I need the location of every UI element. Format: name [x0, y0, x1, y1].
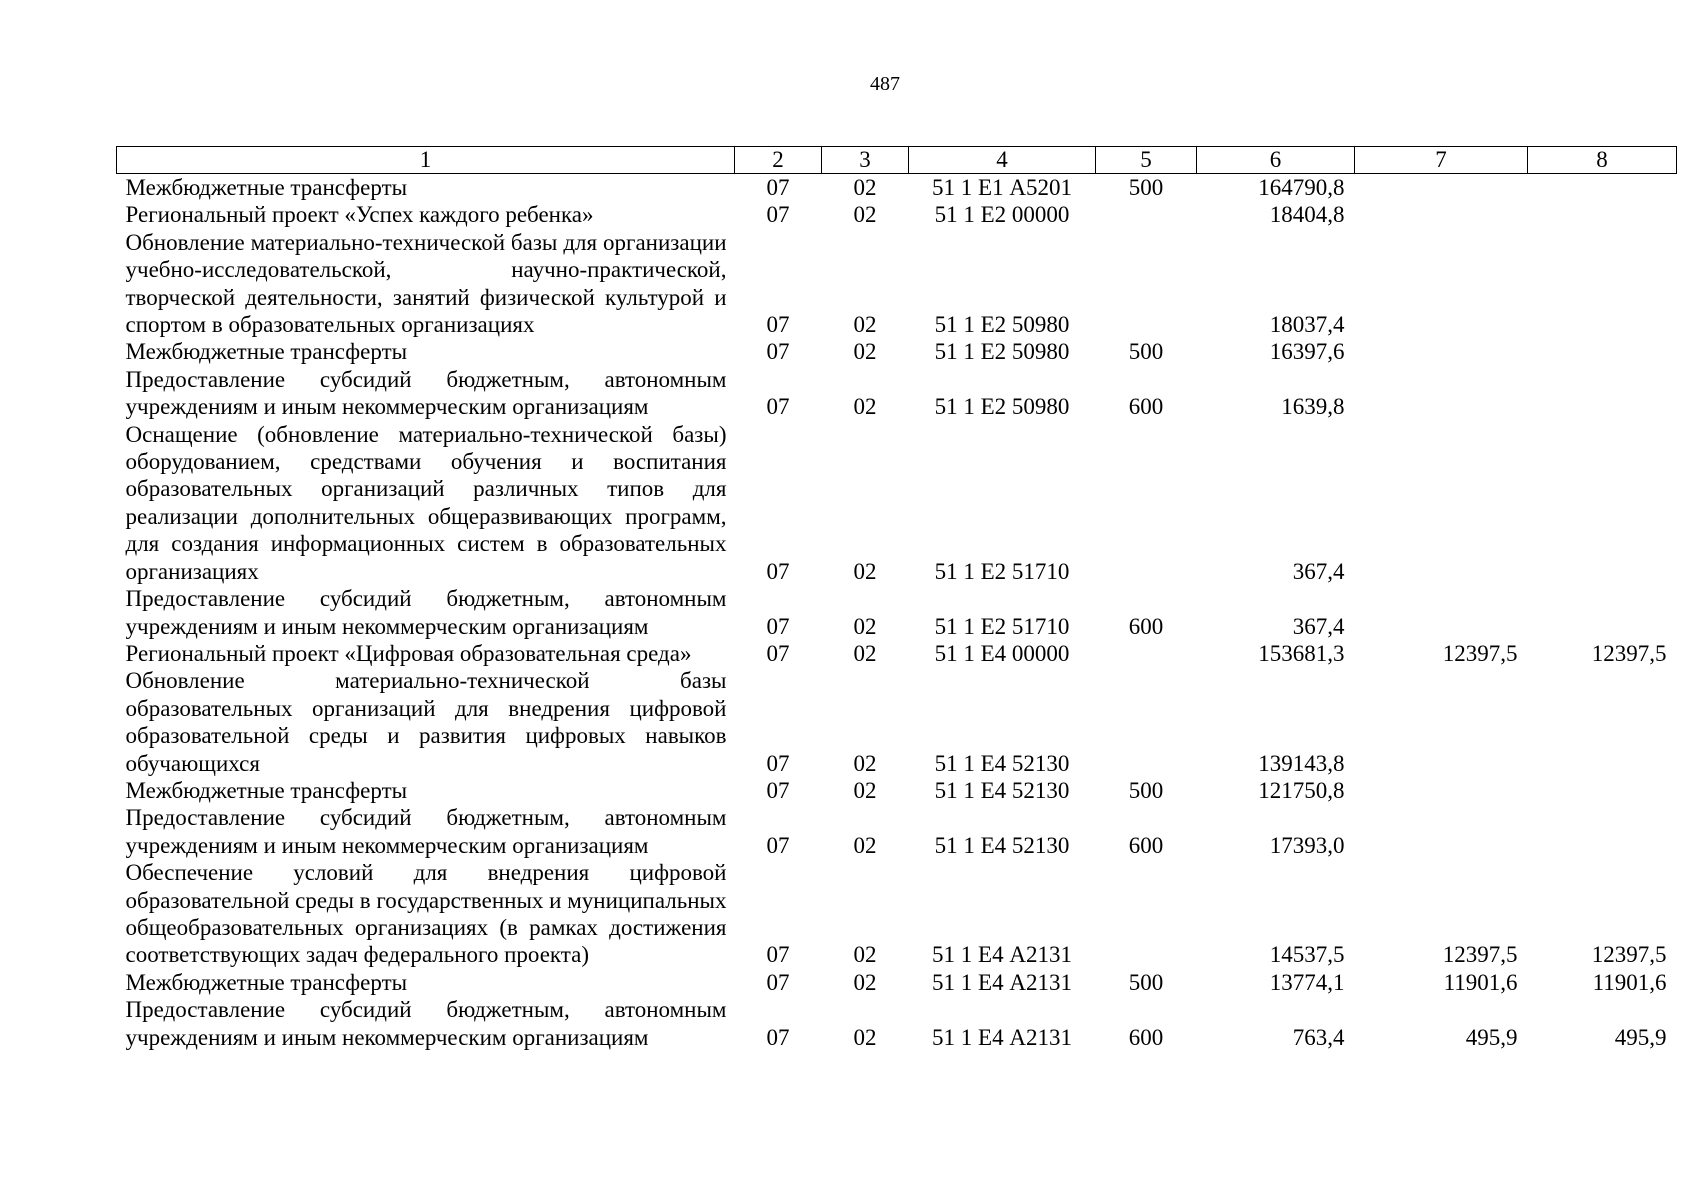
subsection-code: 02 [853, 942, 877, 968]
expense-type [1096, 667, 1197, 777]
header-col-1: 1 [117, 147, 735, 174]
table-row [117, 585, 1677, 640]
target-article: 51 1 Е2 51710 [934, 613, 1070, 639]
amount-col-6: 121750,8 [1258, 777, 1345, 803]
amount-col-8: 11901,6 [1592, 969, 1667, 995]
item-name: Межбюджетные трансферты [125, 969, 408, 995]
subsection-code: 02 [853, 832, 877, 858]
header-col-7: 7 [1355, 147, 1528, 174]
table-row [117, 859, 1677, 969]
table-row [117, 667, 1677, 777]
section-code: 07 [766, 613, 790, 639]
amount-col-7: 12397,5 [1442, 942, 1518, 968]
expense-type: 500 [1128, 969, 1164, 995]
amount-col-7: 11901,6 [1443, 969, 1518, 995]
amount-col-7 [1355, 201, 1528, 228]
expense-type: 600 [1128, 1024, 1164, 1050]
amount-col-6: 18404,8 [1269, 202, 1345, 228]
expense-type: 600 [1128, 832, 1164, 858]
header-col-2: 2 [735, 147, 822, 174]
target-article: 51 1 Е2 50980 [934, 339, 1070, 365]
section-code: 07 [766, 969, 790, 995]
target-article: 51 1 Е4 00000 [934, 640, 1070, 666]
amount-col-7: 12397,5 [1442, 640, 1518, 666]
amount-col-6: 14537,5 [1269, 942, 1345, 968]
section-code: 07 [766, 832, 790, 858]
table-row [117, 366, 1677, 421]
expense-type: 500 [1128, 175, 1164, 200]
target-article: 51 1 Е2 00000 [934, 202, 1070, 228]
amount-col-6: 18037,4 [1269, 312, 1345, 338]
amount-col-7: 495,9 [1465, 1024, 1518, 1050]
expense-type: 600 [1128, 394, 1164, 420]
subsection-code: 02 [853, 558, 877, 584]
header-row [117, 147, 1677, 174]
page-number: 487 [870, 73, 900, 95]
item-name: Региональный проект «Цифровая образовательная среда» [125, 640, 692, 666]
amount-col-6: 139143,8 [1258, 750, 1345, 776]
amount-col-8 [1528, 777, 1677, 804]
section-code: 07 [766, 1024, 790, 1050]
amount-col-7 [1355, 667, 1528, 777]
item-name: Оснащение (обновление материально-технической базы) оборудованием, средствами обучения и воспитания образовательных организаций различных типов для реализации дополнительных общеразвивающих программ, для создания информационных систем в образовательных организациях [125, 421, 727, 584]
amount-col-7 [1355, 421, 1528, 585]
item-name: Региональный проект «Успех каждого ребенка» [125, 202, 594, 228]
target-article: 51 1 Е2 51710 [934, 558, 1070, 584]
amount-col-6: 763,4 [1292, 1024, 1345, 1050]
subsection-code: 02 [853, 312, 877, 338]
table-row [117, 804, 1677, 859]
expense-type: 600 [1128, 613, 1164, 639]
amount-col-6: 164790,8 [1258, 175, 1345, 200]
amount-col-6: 367,4 [1292, 613, 1345, 639]
header-col-4: 4 [909, 147, 1096, 174]
section-code: 07 [766, 202, 790, 228]
item-name: Предоставление субсидий бюджетным, автономным учреждениям и иным некоммерческим организациям [125, 586, 727, 639]
amount-col-6: 367,4 [1292, 558, 1345, 584]
amount-col-6: 13774,1 [1269, 969, 1345, 995]
amount-col-7 [1355, 366, 1528, 421]
amount-col-8: 495,9 [1614, 1024, 1667, 1050]
item-name: Межбюджетные трансферты [125, 777, 408, 803]
target-article: 51 1 Е4 А2131 [932, 942, 1072, 968]
section-code: 07 [766, 175, 790, 200]
section-code: 07 [766, 750, 790, 776]
header-col-6: 6 [1197, 147, 1355, 174]
section-code: 07 [766, 394, 790, 420]
amount-col-8 [1528, 229, 1677, 339]
amount-col-8 [1528, 366, 1677, 421]
amount-col-8 [1528, 421, 1677, 585]
amount-col-7 [1355, 174, 1528, 202]
section-code: 07 [766, 640, 790, 666]
subsection-code: 02 [853, 1024, 877, 1050]
subsection-code: 02 [853, 202, 877, 228]
item-name: Обеспечение условий для внедрения цифровой образовательной среды в государственных и муниципальных общеобразовательных организациях (в рамках достижения соответствующих задач федерального проекта) [125, 860, 727, 968]
table-row [117, 201, 1677, 228]
amount-col-6: 17393,0 [1269, 832, 1345, 858]
amount-col-6: 1639,8 [1281, 394, 1345, 420]
table-row [117, 421, 1677, 585]
amount-col-7 [1355, 338, 1528, 365]
item-name: Предоставление субсидий бюджетным, автономным учреждениям и иным некоммерческим организациям [125, 805, 727, 858]
target-article: 51 1 Е4 52130 [934, 750, 1070, 776]
subsection-code: 02 [853, 394, 877, 420]
table-row [117, 996, 1677, 1051]
table-row [117, 338, 1677, 365]
expense-type [1096, 421, 1197, 585]
amount-col-8 [1528, 338, 1677, 365]
table-body [117, 174, 1677, 1052]
item-name: Обновление материально-технической базы образовательных организаций для внедрения цифровой образовательной среды и развития цифровых навыков обучающихся [125, 668, 727, 776]
amount-col-6: 16397,6 [1269, 339, 1345, 365]
amount-col-7 [1355, 585, 1528, 640]
expense-type [1096, 640, 1197, 667]
amount-col-7 [1355, 777, 1528, 804]
target-article: 51 1 Е4 А2131 [932, 1024, 1072, 1050]
section-code: 07 [766, 339, 790, 365]
amount-col-8 [1528, 667, 1677, 777]
amount-col-8: 12397,5 [1591, 942, 1667, 968]
amount-col-8 [1528, 174, 1677, 202]
subsection-code: 02 [853, 777, 877, 803]
amount-col-6: 153681,3 [1258, 640, 1345, 666]
header-col-8: 8 [1528, 147, 1677, 174]
item-name: Межбюджетные трансферты [125, 175, 408, 200]
target-article: 51 1 Е4 52130 [934, 832, 1070, 858]
target-article: 51 1 Е1 А5201 [932, 175, 1072, 200]
table-row [117, 174, 1677, 202]
amount-col-8 [1528, 201, 1677, 228]
target-article: 51 1 Е4 А2131 [932, 969, 1072, 995]
amount-col-8: 12397,5 [1591, 640, 1667, 666]
table-row [117, 229, 1677, 339]
table-row [117, 640, 1677, 667]
subsection-code: 02 [853, 640, 877, 666]
item-name: Предоставление субсидий бюджетным, автономным учреждениям и иным некоммерческим организациям [125, 366, 727, 420]
item-name: Межбюджетные трансферты [125, 339, 408, 365]
header-col-3: 3 [822, 147, 909, 174]
expense-type: 500 [1128, 777, 1164, 803]
amount-col-7 [1355, 804, 1528, 859]
section-code: 07 [766, 777, 790, 803]
section-code: 07 [766, 312, 790, 338]
expense-type [1096, 201, 1197, 228]
expense-type: 500 [1128, 339, 1164, 365]
table-row [117, 969, 1677, 996]
budget-table [116, 146, 1677, 1051]
target-article: 51 1 Е2 50980 [934, 394, 1070, 420]
section-code: 07 [766, 942, 790, 968]
subsection-code: 02 [853, 613, 877, 639]
expense-type [1096, 229, 1197, 339]
table-row [117, 777, 1677, 804]
amount-col-7 [1355, 229, 1528, 339]
amount-col-8 [1528, 804, 1677, 859]
expense-type [1096, 859, 1197, 969]
subsection-code: 02 [853, 969, 877, 995]
amount-col-8 [1528, 585, 1677, 640]
item-name: Предоставление субсидий бюджетным, автономным учреждениям и иным некоммерческим организациям [125, 997, 727, 1050]
subsection-code: 02 [853, 750, 877, 776]
table-header [117, 147, 1677, 174]
section-code: 07 [766, 558, 790, 584]
item-name: Обновление материально-технической базы для организации учебно-исследовательской, научно-практической, творческой деятельности, занятий физической культурой и спортом в образовательных организациях [125, 229, 727, 338]
target-article: 51 1 Е2 50980 [934, 312, 1070, 338]
subsection-code: 02 [853, 339, 877, 365]
header-col-5: 5 [1096, 147, 1197, 174]
target-article: 51 1 Е4 52130 [934, 777, 1070, 803]
subsection-code: 02 [853, 175, 877, 200]
